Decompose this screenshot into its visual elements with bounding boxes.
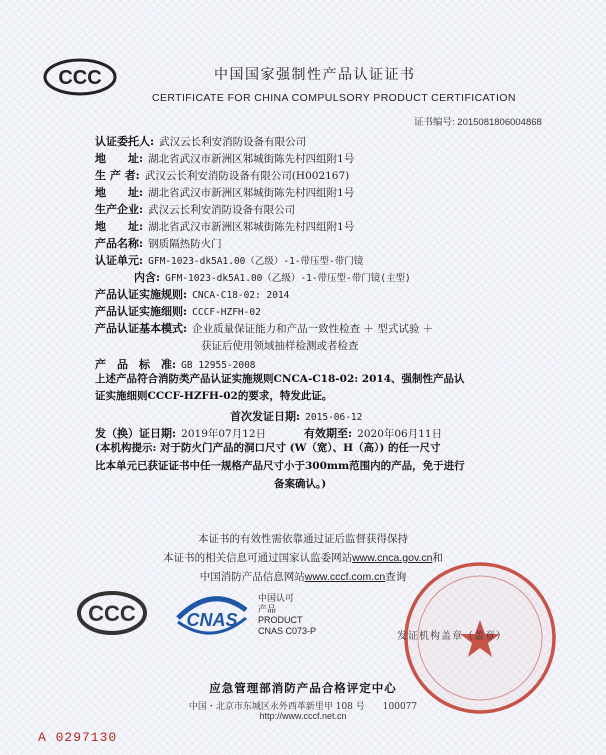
field-product-name: 产品名称: 钢质隔热防火门 (95, 237, 222, 250)
cnca-url[interactable]: www.cnca.gov.cn (352, 552, 433, 564)
cccf-url[interactable]: www.cccf.com.cn (304, 571, 386, 583)
issuing-organization: 应急管理部消防产品合格评定中心 (209, 681, 397, 695)
field-content: 内含: GFM-1023-dk5A1.00（乙级）-1-带压型-带门镜(主型) (134, 271, 411, 284)
note-line3: 备案确认。) (274, 478, 327, 490)
query-line1: 本证书的相关信息可通过国家认监委网站www.cnca.gov.cn和 (163, 552, 443, 564)
validity-note: 本证书的有效性需依靠通过证后监督获得保持 (198, 533, 408, 545)
issue-date: 发（换）证日期: 2019年07月12日 (95, 427, 267, 440)
cnas-logo-icon (170, 588, 254, 640)
field-detail-rule: 产品认证实施细则: CCCF-HZFH-02 (95, 305, 261, 318)
organization-address: 中国・北京市东城区永外西革新里甲 108 号 100077 (188, 702, 418, 712)
title-en: CERTIFICATE FOR CHINA COMPULSORY PRODUCT CERTIFICATION (152, 92, 516, 104)
field-rule: 产品认证实施规则: CNCA-C18-02: 2014 (95, 288, 290, 301)
field-factory: 生产企业: 武汉云长利安消防设备有限公司 (95, 203, 296, 216)
accreditation-text: 中国认可 产品 PRODUCT CNAS C073-P (258, 593, 317, 636)
svg-text:CNAS: CNAS (186, 610, 238, 630)
field-mode-line2: 获证后使用领域抽样检测或者检查 (201, 340, 359, 352)
note-line1: (本机构提示: 对于防火门产品的洞口尺寸 (W（宽）、H（高）) 的任一尺寸 (95, 442, 441, 454)
ccc-logo-icon (43, 58, 117, 96)
svg-text:CCC: CCC (58, 67, 102, 89)
ccc-mark-icon (76, 590, 148, 636)
organization-url[interactable]: http://www.cccf.net.cn (259, 711, 347, 721)
field-unit: 认证单元: GFM-1023-dk5A1.00（乙级）-1-带压型-带门镜 (95, 254, 364, 267)
first-issue-date: 首次发证日期: 2015-06-12 (230, 410, 363, 423)
title-cn: 中国国家强制性产品认证证书 (214, 67, 416, 83)
field-standard: 产 品 标 准: GB 12955-2008 (95, 358, 256, 371)
query-line2: 中国消防产品信息网站www.cccf.com.cn查询 (199, 571, 407, 583)
field-manufacturer-address: 地 址: 湖北省武汉市新洲区邾城街陈先村四组附1号 (95, 186, 355, 199)
statement-line1: 上述产品符合消防类产品认证实施规则CNCA-C18-02: 2014、强制性产品认 (95, 373, 465, 385)
expiry-date: 有效期至: 2020年06月11日 (304, 427, 443, 440)
cert-number: 证书编号: 2015081806004868 (414, 117, 542, 128)
field-applicant-address: 地 址: 湖北省武汉市新洲区邾城街陈先村四组附1号 (95, 152, 355, 165)
serial-number: A 0297130 (38, 730, 118, 745)
svg-text:CCC: CCC (88, 601, 136, 626)
field-manufacturer: 生 产 者: 武汉云长利安消防设备有限公司(H002167) (95, 169, 350, 182)
statement-line2: 证实施细则CCCF-HZFH-02的要求，特发此证。 (95, 390, 333, 402)
field-factory-address: 地 址: 湖北省武汉市新洲区邾城街陈先村四组附1号 (95, 220, 355, 233)
field-applicant: 认证委托人: 武汉云长利安消防设备有限公司 (95, 135, 307, 148)
field-mode: 产品认证基本模式: 企业质量保证能力和产品一致性检查 ＋ 型式试验 ＋ (95, 322, 434, 335)
seal-caption: 发证机构盖章（盖章） (397, 631, 507, 642)
note-line2: 比本单元已获证证书中任一规格产品尺寸小于300mm范围内的产品，免于进行 (95, 460, 465, 472)
